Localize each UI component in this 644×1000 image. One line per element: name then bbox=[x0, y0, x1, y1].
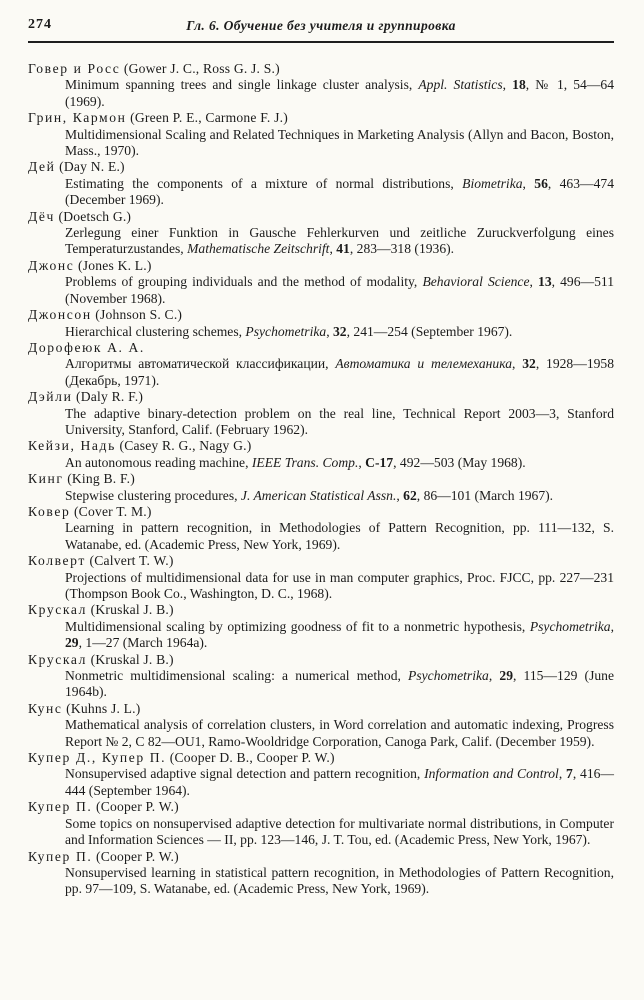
entry-body: Алгоритмы автоматической классификации, Автоматика и телемеханика, 32, 1928—1958 (Декабрь, 1971). bbox=[65, 356, 615, 388]
bib-entry bbox=[28, 307, 614, 340]
entry-author-latin: (Johnson S. C.) bbox=[91, 307, 183, 323]
bib-entry bbox=[28, 209, 614, 258]
entry-author-latin: (Day N. E.) bbox=[55, 159, 125, 175]
entry-author bbox=[28, 701, 614, 717]
entry-author-latin: (Cooper P. W.) bbox=[92, 848, 179, 864]
entry-author-name: Дёч bbox=[28, 208, 55, 224]
page-header bbox=[28, 16, 614, 38]
entry-author-name: Джонсон bbox=[28, 307, 92, 323]
entry-author-latin: (Casey R. G., Nagy G.) bbox=[115, 438, 252, 454]
entry-author bbox=[28, 258, 614, 274]
entry-author bbox=[28, 159, 614, 175]
entry-author-latin: (Doetsch G.) bbox=[54, 208, 132, 224]
entry-author-name: Купер П. bbox=[28, 799, 93, 815]
entry-body: Some topics on nonsupervised adaptive detection for multivariate normal distributions, in Computer and Information Sciences — II, pp. 123—146, J. T. Tou, ed. (Academic Press, New York, 1967). bbox=[65, 815, 614, 848]
bib-entry bbox=[28, 799, 614, 848]
entry-body: Hierarchical clustering schemes, Psychometrika, 32, 241—254 (September 1967). bbox=[65, 323, 513, 339]
entry-author bbox=[28, 438, 614, 454]
entry-author-latin: (Kuhns J. L.) bbox=[62, 700, 141, 716]
entry-body: An autonomous reading machine, IEEE Trans. Comp., C-17, 492—503 (May 1968). bbox=[65, 454, 526, 470]
page-number: 274 bbox=[28, 17, 52, 32]
entry-author-latin: (Cover T. M.) bbox=[70, 503, 152, 519]
bib-entry bbox=[28, 258, 614, 307]
bib-entry bbox=[28, 652, 614, 701]
entry-author bbox=[28, 110, 614, 126]
chapter-title: Гл. 6. Обучение без учителя и группировка bbox=[186, 18, 456, 33]
entry-body: Multidimensional scaling by optimizing goodness of fit to a nonmetric hypothesis, Psychometrika, 29, 1—27 (March 1964a). bbox=[65, 618, 614, 651]
entry-body: Projections of multidimensional data for use in man computer graphics, Proc. FJCC, pp. 227—231 (Thompson Book Co., Washington, D. C., 1968). bbox=[65, 569, 614, 601]
bib-entry bbox=[28, 602, 614, 651]
bib-entry bbox=[28, 340, 614, 389]
entry-author bbox=[28, 389, 614, 405]
entry-author-name: Купер П. bbox=[28, 848, 93, 864]
entry-author bbox=[28, 61, 614, 77]
entry-author bbox=[28, 504, 614, 520]
entry-author bbox=[28, 340, 614, 356]
entry-author-latin: (Calvert T. W.) bbox=[85, 553, 174, 569]
entry-author bbox=[28, 553, 614, 569]
entry-body: Nonsupervised learning in statistical pattern recognition, in Methodologies of Pattern Recognition, pp. 97—109, S. Watanabe, ed. (Academic Press, New York, 1969). bbox=[65, 864, 614, 897]
bib-entry bbox=[28, 61, 614, 110]
entry-author-name: Крускал bbox=[28, 602, 88, 618]
entry-author-name: Кунс bbox=[28, 700, 63, 716]
entry-body: Problems of grouping individuals and the method of modality, Behavioral Science, 13, 496—511 (November 1968). bbox=[65, 274, 614, 306]
entry-author-name: Ковер bbox=[28, 503, 71, 519]
bib-entry bbox=[28, 701, 614, 750]
entry-author-latin: (Kruskal J. B.) bbox=[87, 651, 174, 667]
entry-author-name: Дей bbox=[28, 159, 56, 175]
header-rule bbox=[28, 41, 614, 43]
entry-author bbox=[28, 849, 614, 865]
entry-body: The adaptive binary-detection problem on the real line, Technical Report 2003—3, Stanford University, Stanford, Calif. (February 1962). bbox=[65, 405, 614, 437]
entry-body: Stepwise clustering procedures, J. American Statistical Assn., 62, 86—101 (March 1967). bbox=[65, 487, 554, 503]
entry-author-latin: (Cooper D. B., Cooper P. W.) bbox=[166, 750, 335, 766]
entry-author-latin: (Jones K. L.) bbox=[74, 257, 152, 273]
entry-author-latin: (Gower J. C., Ross G. J. S.) bbox=[120, 61, 280, 76]
bib-entry bbox=[28, 849, 614, 898]
bib-entry bbox=[28, 750, 614, 799]
bibliography-list bbox=[28, 61, 614, 898]
bib-entry bbox=[28, 159, 614, 208]
entry-author bbox=[28, 799, 614, 815]
entry-author-name: Кинг bbox=[28, 471, 64, 487]
entry-body: Nonsupervised adaptive signal detection and pattern recognition, Information and Control, 7, 416—444 (September 1964). bbox=[65, 766, 615, 798]
entry-author-name: Колверт bbox=[28, 553, 86, 569]
entry-author-latin: (Cooper P. W.) bbox=[92, 799, 179, 815]
entry-author-name: Крускал bbox=[28, 651, 88, 667]
entry-author bbox=[28, 471, 614, 487]
bib-entry bbox=[28, 438, 614, 471]
entry-body: Learning in pattern recognition, in Methodologies of Pattern Recognition, pp. 111—132, S. Watanabe, ed. (Academic Press, New York, 1969). bbox=[65, 520, 614, 552]
entry-author bbox=[28, 307, 614, 323]
entry-body: Estimating the components of a mixture of normal distributions, Biometrika, 56, 463—474 (December 1969). bbox=[65, 175, 615, 208]
entry-author-latin: (Kruskal J. B.) bbox=[87, 602, 174, 618]
bib-entry bbox=[28, 110, 614, 159]
entry-author-name: Дорофеюк А. А. bbox=[28, 339, 145, 355]
entry-author-name: Купер Д., Купер П. bbox=[28, 750, 167, 766]
entry-author-name: Дэйли bbox=[28, 389, 73, 405]
entry-author bbox=[28, 602, 614, 618]
entry-body: Multidimensional Scaling and Related Techniques in Marketing Analysis (Allyn and Bacon, Boston, Mass., 1970). bbox=[65, 126, 614, 159]
entry-author-name: Джонс bbox=[28, 257, 75, 273]
entry-body: Nonmetric multidimensional scaling: a numerical method, Psychometrika, 29, 115—129 (June 1964b). bbox=[65, 668, 615, 700]
entry-author bbox=[28, 652, 614, 668]
entry-author bbox=[28, 209, 614, 225]
entry-author-name: Грин, Кармон bbox=[28, 110, 127, 126]
bib-entry bbox=[28, 389, 614, 438]
bib-entry bbox=[28, 504, 614, 553]
entry-body: Zerlegung einer Funktion in Gausche Fehlerkurven und zeitliche Zuruckverfolgung eines Temperaturzustandes, Mathematische Zeitschrift, 41, 283—318 (1936). bbox=[65, 225, 614, 257]
bib-entry bbox=[28, 471, 614, 504]
entry-author-latin: (King B. F.) bbox=[63, 471, 135, 487]
entry-body: Mathematical analysis of correlation clusters, in Word correlation and automatic indexing, Progress Report № 2, C 82—OU1, Ramo-Wooldridge Corporation, Canoga Park, Calif. (December 1959). bbox=[65, 717, 614, 749]
entry-author-latin: (Daly R. F.) bbox=[72, 389, 144, 405]
entry-author-latin: (Green P. E., Carmone F. J.) bbox=[126, 110, 288, 126]
entry-author-name: Говер и Росс bbox=[28, 61, 121, 76]
bib-entry bbox=[28, 553, 614, 602]
entry-body: Minimum spanning trees and single linkage cluster analysis, Appl. Statistics, 18, № 1, 54—64 (1969). bbox=[65, 77, 615, 109]
entry-author bbox=[28, 750, 614, 766]
entry-author-name: Кейзи, Надь bbox=[28, 438, 116, 454]
